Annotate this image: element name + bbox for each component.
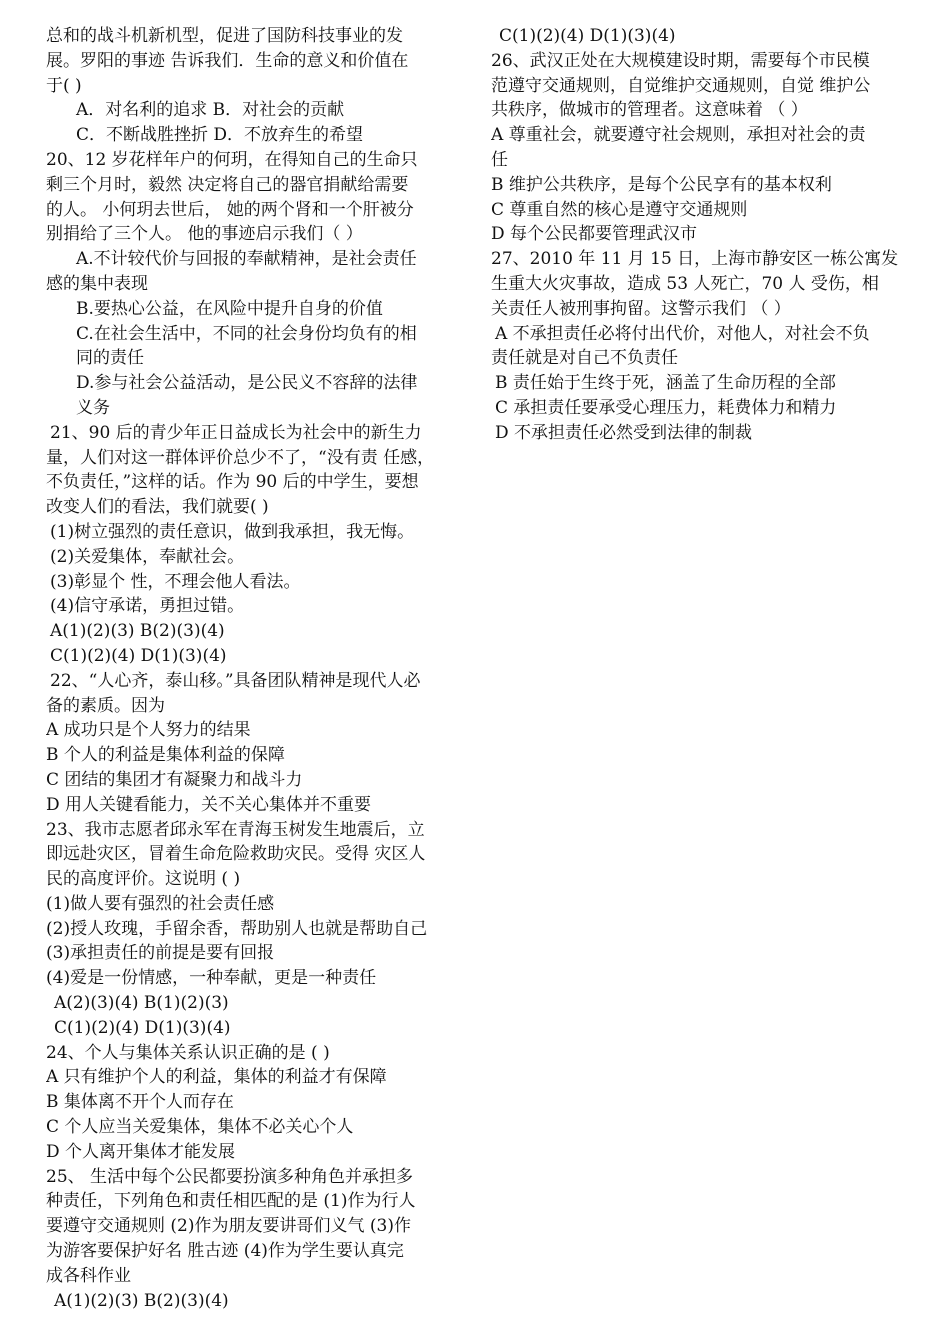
text-line: 量，人们对这一群体评价总少不了，“没有责 任感， [46,447,435,468]
text-line: B.要热心公益，在风险中提升自身的价值 [76,298,383,319]
text-line: 同的责任 [76,348,144,369]
text-line: (4)爱是一份情感，一种奉献，更是一种责任 [46,968,377,989]
text-line: 为游客要保护好名 胜古迹 (4)作为学生要认真完 [46,1241,404,1262]
text-line: 成各科作业 [46,1265,131,1286]
text-line: A．对名利的追求 B．对社会的贡献 [76,100,345,121]
text-line: B 个人的利益是集体利益的保障 [46,745,285,766]
text-line: (2)授人玫瑰，手留余香，帮助别人也就是帮助自己 [46,918,428,939]
text-line: 27、2010 年 11 月 15 日，上海市静安区一栋公寓发 [491,249,899,270]
text-line: 24、个人与集体关系认识正确的是 ( ) [46,1042,330,1063]
text-line: C(1)(2)(4) D(1)(3)(4) [499,26,676,46]
text-line: C(1)(2)(4) D(1)(3)(4) [54,1017,231,1038]
text-line: 的人。 小何玥去世后， 她的两个肾和一个肝被分 [46,199,414,220]
text-line: D 用人关键看能力，关不关心集体并不重要 [46,794,372,815]
right-column [491,24,909,446]
text-line: 任 [491,149,508,170]
text-line: D 不承担责任必然受到法律的制裁 [495,422,753,443]
text-line: C．不断战胜挫折 D．不放弃生的希望 [76,125,364,146]
text-line: 义务 [76,397,110,418]
text-line: B 责任始于生终于死，涵盖了生命历程的全部 [495,373,836,394]
text-line: 于( ) [46,75,82,96]
text-line: (3)彰显个 性，不理会他人看法。 [50,571,301,592]
text-line: D 每个公民都要管理武汉市 [491,224,698,245]
text-line: A 只有维护个人的利益，集体的利益才有保障 [46,1067,387,1088]
text-line: 20、12 岁花样年户的何玥，在得知自己的生命只 [46,149,418,170]
text-line: (4)信守承诺，勇担过错。 [50,596,245,617]
text-line: 展。罗阳的事迹 告诉我们．生命的意义和价值在 [46,50,409,71]
text-line: 责任就是对自己不负责任 [491,348,678,369]
text-line: 22、“人心齐，泰山移。”具备团队精神是现代人必 [50,670,421,691]
text-line: (2)关爱集体，奉献社会。 [50,546,245,567]
text-line: C 承担责任要承受心理压力，耗费体力和精力 [495,397,837,418]
text-line: (3)承担责任的前提是要有回报 [46,943,275,964]
text-line: 备的素质。因为 [46,695,165,716]
text-line: 关责任人被刑事拘留。这警示我们 （ ） [491,298,791,319]
text-line: D 个人离开集体才能发展 [46,1141,236,1162]
text-line: 改变人们的看法，我们就要( ) [46,497,269,518]
text-line: A.不计较代价与回报的奉献精神，是社会责任 [76,249,417,270]
text-line: A 不承担责任必将付出代价，对他人，对社会不负 [495,323,870,344]
text-line: 民的高度评价。这说明 ( ) [46,869,241,890]
text-line: B 维护公共秩序，是每个公民享有的基本权利 [491,174,832,195]
text-line: 总和的战斗机新机型，促进了国防科技事业的发 [46,26,403,46]
text-line: A 成功只是个人努力的结果 [46,720,251,741]
text-line: 范遵守交通规则，自觉维护交通规则，自觉 维护公 [491,75,871,96]
text-line: 26、武汉正处在大规模建设时期，需要每个市民模 [491,50,870,71]
text-line: 要遵守交通规则 (2)作为朋友要讲哥们义气 (3)作 [46,1216,411,1237]
text-line: C 个人应当关爱集体，集体不必关心个人 [46,1117,354,1138]
text-line: 21、90 后的青少年正日益成长为社会中的新生力 [50,422,422,443]
text-line: A(1)(2)(3) B(2)(3)(4) [54,1290,229,1311]
left-column [46,24,462,1313]
text-line: 25、 生活中每个公民都要扮演多种角色并承担多 [46,1166,414,1187]
text-line: A 尊重社会，就要遵守社会规则，承担对社会的责 [491,125,866,146]
text-line: 共秩序，做城市的管理者。这意味着 （ ） [491,100,808,121]
text-line: 不负责任，”这样的话。作为 90 后的中学生，要想 [46,472,419,493]
text-line: 即远赴灾区，冒着生命危险救助灾民。受得 灾区人 [46,844,426,865]
text-line: A(1)(2)(3) B(2)(3)(4) [50,621,225,642]
text-line: D.参与社会公益活动，是公民义不容辞的法律 [76,373,418,394]
text-line: 剩三个月时，毅然 决定将自己的器官捐献给需要 [46,174,409,195]
text-line: 种责任，下列角色和责任相匹配的是 (1)作为行人 [46,1191,416,1212]
text-line: 感的集中表现 [46,273,148,294]
text-line: 别捐给了三个人。 他的事迹启示我们（ ） [46,224,363,245]
text-line: 23、我市志愿者邱永军在青海玉树发生地震后，立 [46,819,425,840]
text-line: C(1)(2)(4) D(1)(3)(4) [50,645,227,666]
text-line: (1)做人要有强烈的社会责任感 [46,893,275,914]
text-line: B 集体离不开个人而存在 [46,1092,234,1113]
text-line: C.在社会生活中，不同的社会身份均负有的相 [76,323,417,344]
text-line: A(2)(3)(4) B(1)(2)(3) [54,993,229,1014]
text-line: C 团结的集团才有凝聚力和战斗力 [46,769,303,790]
text-line: (1)树立强烈的责任意识，做到我承担，我无悔。 [50,521,415,542]
text-line: C 尊重自然的核心是遵守交通规则 [491,199,748,220]
text-line: 生重大火灾事故，造成 53 人死亡，70 人 受伤，相 [491,273,879,294]
